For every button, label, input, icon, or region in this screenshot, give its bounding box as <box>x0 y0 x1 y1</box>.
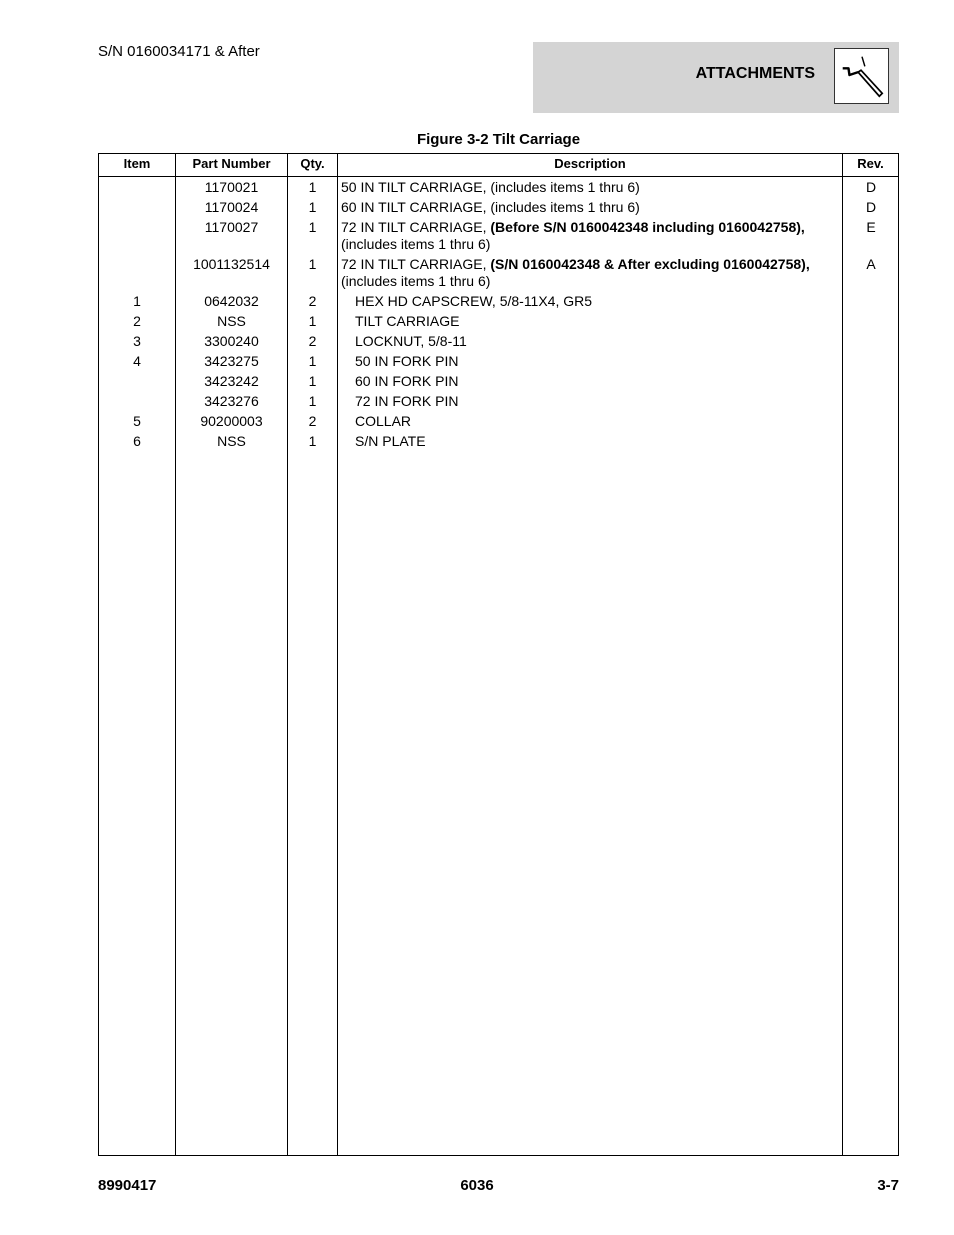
quantity: 1 <box>308 313 317 329</box>
item-number: 4 <box>133 353 141 369</box>
attachment-icon <box>834 48 889 104</box>
table-row <box>99 331 898 351</box>
description: LOCKNUT, 5/8-11 <box>355 333 467 349</box>
parts-table <box>98 153 899 1156</box>
part-number: NSS <box>217 433 246 449</box>
description: COLLAR <box>355 413 412 429</box>
revision: A <box>866 256 876 272</box>
description: 60 IN FORK PIN <box>355 373 459 389</box>
quantity: 2 <box>308 413 317 429</box>
part-number: 1001132514 <box>193 256 270 272</box>
description: 50 IN TILT CARRIAGE, (includes items 1 thru 6) <box>341 179 640 195</box>
table-row <box>99 291 898 311</box>
table-row <box>99 254 898 291</box>
revision: E <box>866 219 876 235</box>
revision: D <box>865 199 877 215</box>
table-row <box>99 351 898 371</box>
column-header-qty: Qty. <box>300 156 325 171</box>
table-row <box>99 177 898 197</box>
item-number: 6 <box>133 433 141 449</box>
quantity: 1 <box>308 433 317 449</box>
description: 72 IN FORK PIN <box>355 393 459 409</box>
table-row <box>99 371 898 391</box>
column-header-rev: Rev. <box>857 156 884 171</box>
table-row <box>99 431 898 451</box>
part-number: 1170027 <box>204 219 259 235</box>
footer-page-number: 3-7 <box>877 1177 899 1194</box>
table-row <box>99 217 898 254</box>
part-number: 3300240 <box>204 333 259 349</box>
description: 72 IN TILT CARRIAGE, (S/N 0160042348 & After excluding 0160042758), (includes items 1 thru 6) <box>341 256 810 289</box>
quantity: 1 <box>308 199 317 215</box>
quantity: 1 <box>308 179 317 195</box>
part-number: 0642032 <box>204 293 259 309</box>
table-body <box>99 177 898 451</box>
description: HEX HD CAPSCREW, 5/8-11X4, GR5 <box>355 293 593 309</box>
item-number: 1 <box>133 293 141 309</box>
part-number: 1170024 <box>204 199 259 215</box>
quantity: 2 <box>308 333 317 349</box>
description: 72 IN TILT CARRIAGE, (Before S/N 0160042348 including 0160042758), (includes items 1 thru 6) <box>341 219 805 252</box>
quantity: 1 <box>308 219 317 235</box>
quantity: 1 <box>308 256 317 272</box>
table-row <box>99 311 898 331</box>
figure-title: Figure 3-2 Tilt Carriage <box>416 131 581 148</box>
description: TILT CARRIAGE <box>355 313 460 329</box>
item-number: 5 <box>133 413 141 429</box>
table-row <box>99 197 898 217</box>
serial-range: S/N 0160034171 & After <box>98 43 260 60</box>
column-header-part-number: Part Number <box>192 156 271 171</box>
quantity: 1 <box>308 373 317 389</box>
quantity: 1 <box>308 353 317 369</box>
revision: D <box>865 179 877 195</box>
description: 60 IN TILT CARRIAGE, (includes items 1 thru 6) <box>341 199 640 215</box>
column-header-item: Item <box>123 156 151 171</box>
part-number: NSS <box>217 313 246 329</box>
table-row <box>99 411 898 431</box>
quantity: 1 <box>308 393 317 409</box>
part-number: 3423275 <box>204 353 259 369</box>
column-header-description: Description <box>554 156 626 171</box>
quantity: 2 <box>308 293 317 309</box>
part-number: 3423242 <box>204 373 259 389</box>
item-number: 2 <box>133 313 141 329</box>
table-row <box>99 391 898 411</box>
part-number: 90200003 <box>200 413 263 429</box>
footer-manual-number: 8990417 <box>98 1177 157 1194</box>
item-number: 3 <box>133 333 141 349</box>
description: 50 IN FORK PIN <box>355 353 459 369</box>
part-number: 3423276 <box>204 393 259 409</box>
description: S/N PLATE <box>355 433 426 449</box>
part-number: 1170021 <box>204 179 259 195</box>
section-title: ATTACHMENTS <box>695 65 815 82</box>
footer-model: 6036 <box>460 1177 494 1194</box>
section-header <box>533 42 899 113</box>
